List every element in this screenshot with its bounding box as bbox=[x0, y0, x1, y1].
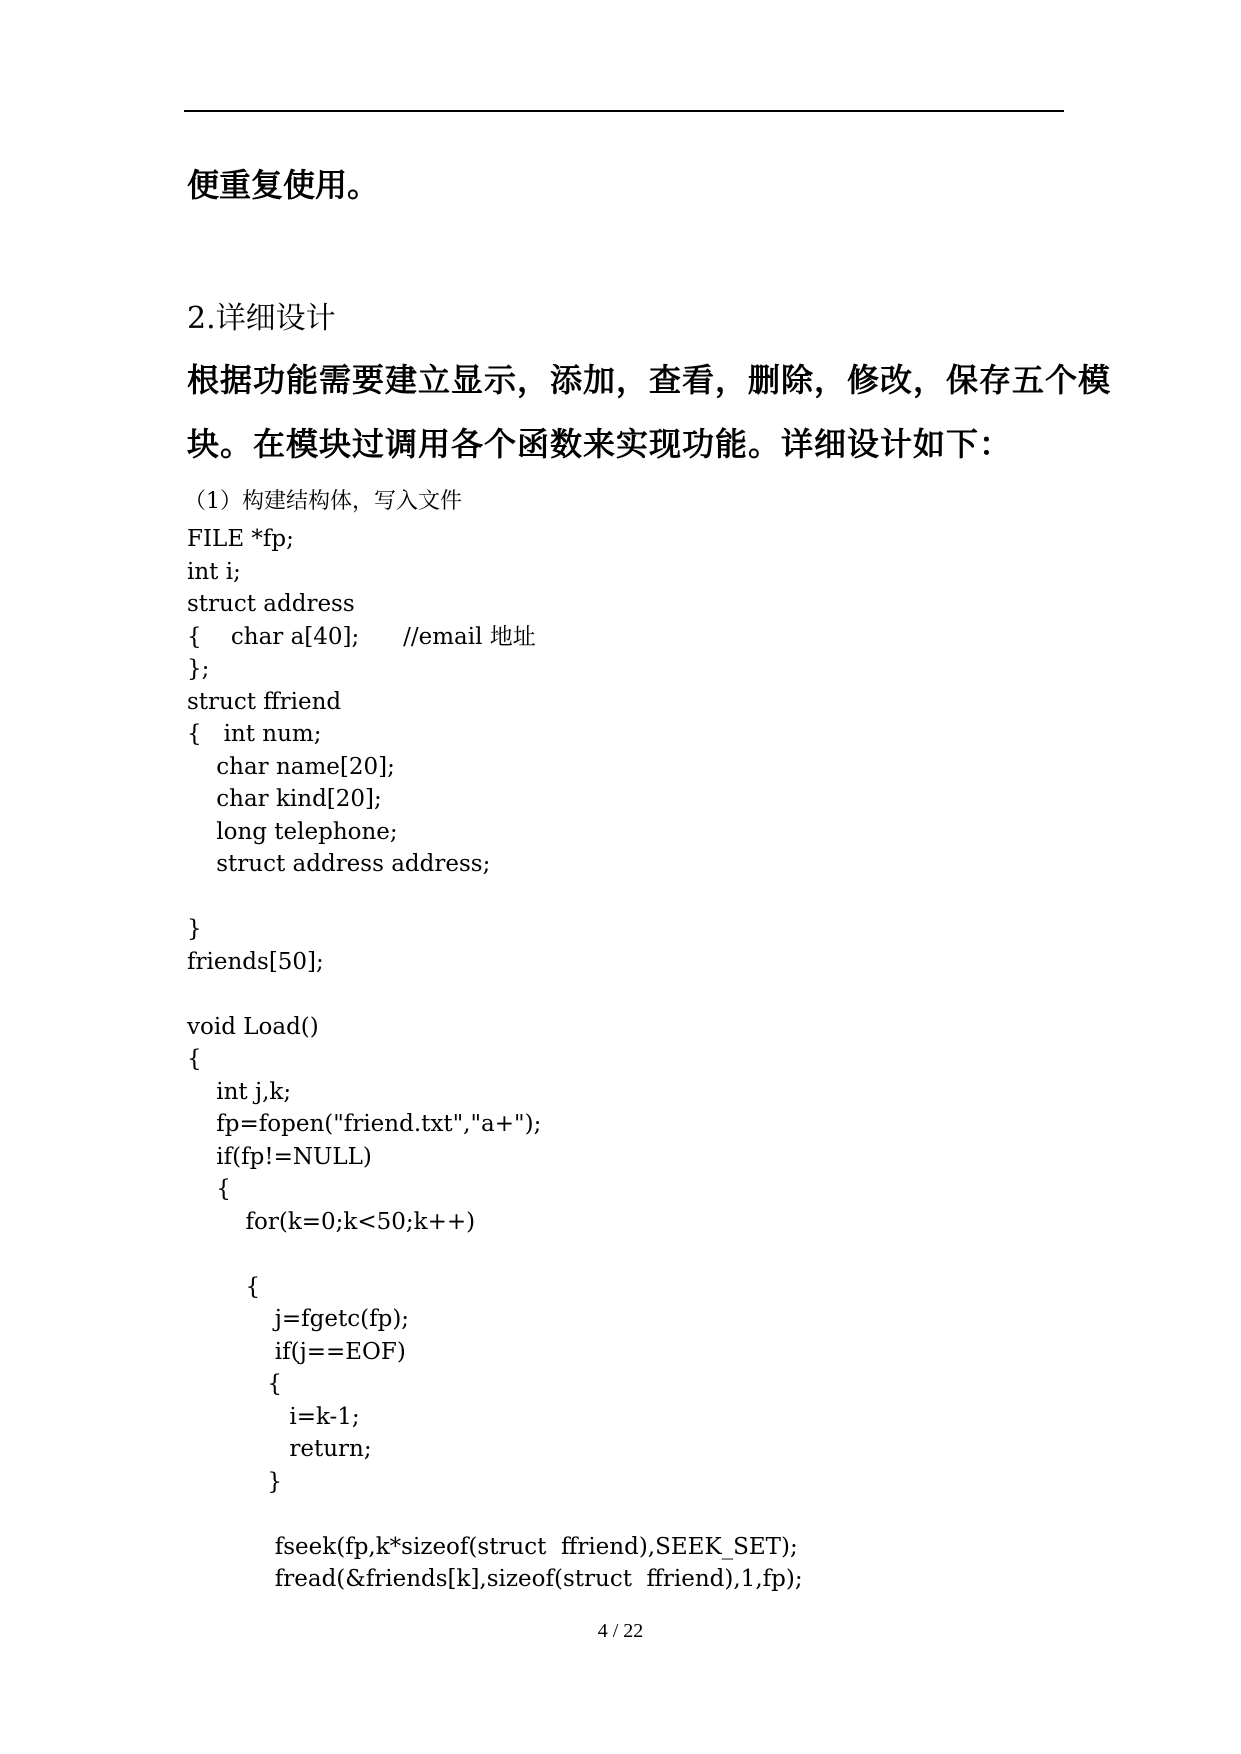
code-line: if(j==EOF) bbox=[187, 1338, 406, 1365]
code-line: } bbox=[187, 1468, 283, 1495]
code-line: int j,k; bbox=[187, 1078, 292, 1105]
body-text-line-1: 根据功能需要建立显示，添加，查看，删除，修改，保存五个模 bbox=[187, 361, 1112, 399]
code-line: i=k-1; bbox=[187, 1403, 360, 1430]
code-block bbox=[187, 523, 803, 1596]
code-line: } bbox=[187, 916, 202, 942]
code-line bbox=[187, 978, 803, 1011]
header-rule bbox=[184, 110, 1064, 112]
code-line: { bbox=[187, 1371, 283, 1397]
code-line: { int num; bbox=[187, 721, 322, 747]
code-line: { bbox=[187, 1273, 261, 1300]
code-line: }; bbox=[187, 656, 210, 682]
code-line: FILE *fp; bbox=[187, 526, 294, 552]
code-line: friends[50]; bbox=[187, 948, 324, 975]
code-line: int i; bbox=[187, 558, 241, 585]
code-line: struct address address; bbox=[187, 851, 491, 877]
code-line: return; bbox=[187, 1436, 372, 1462]
code-line: void Load() bbox=[187, 1013, 319, 1040]
code-line: j=fgetc(fp); bbox=[187, 1306, 410, 1332]
section-heading: 2.详细设计 bbox=[187, 301, 336, 336]
body-text-line-2: 块。在模块过调用各个函数来实现功能。详细设计如下： bbox=[187, 425, 1013, 463]
code-line: struct address bbox=[187, 591, 355, 617]
code-line: char name[20]; bbox=[187, 753, 395, 780]
code-line: long telephone; bbox=[187, 818, 398, 845]
page-number: 4 / 22 bbox=[597, 1620, 644, 1642]
code-line: if(fp!=NULL) bbox=[187, 1143, 372, 1170]
code-line: fread(&friends[k],sizeof(struct ffriend),1,fp); bbox=[187, 1566, 803, 1592]
code-line: { bbox=[187, 1176, 231, 1202]
code-line: struct ffriend bbox=[187, 688, 342, 715]
code-line: char kind[20]; bbox=[187, 786, 382, 812]
subheading: （1）构建结构体，写入文件 bbox=[184, 489, 462, 514]
code-line bbox=[187, 881, 803, 914]
code-line: { bbox=[187, 1046, 202, 1072]
code-line bbox=[187, 1498, 803, 1531]
code-line: fp=fopen("friend.txt","a+"); bbox=[187, 1111, 542, 1137]
paragraph-continuation: 便重复使用。 bbox=[187, 166, 380, 204]
code-line bbox=[187, 1238, 803, 1271]
code-line: { char a[40]; //email 地址 bbox=[187, 623, 536, 650]
code-line: for(k=0;k<50;k++) bbox=[187, 1208, 476, 1235]
code-line: fseek(fp,k*sizeof(struct ffriend),SEEK_SET); bbox=[187, 1533, 798, 1560]
